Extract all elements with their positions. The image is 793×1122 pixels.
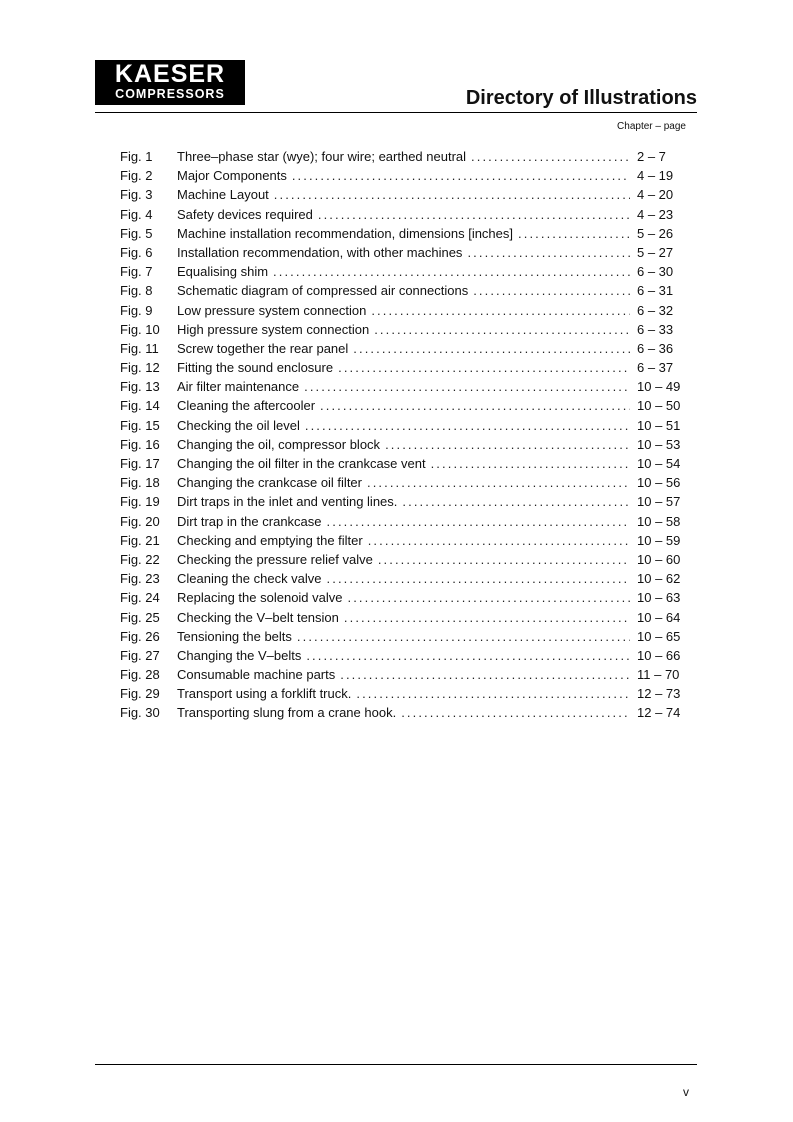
list-item[interactable]: [120, 377, 687, 396]
list-item[interactable]: [120, 703, 687, 722]
list-item[interactable]: [120, 205, 687, 224]
figure-number: Fig. 9: [120, 302, 153, 318]
dot-leader: [385, 435, 630, 454]
list-item[interactable]: [120, 262, 687, 281]
chapter-page-reference[interactable]: 10 – 56: [637, 475, 681, 491]
figure-title[interactable]: Replacing the solenoid valve: [177, 590, 343, 606]
chapter-page-reference[interactable]: 10 – 53: [637, 436, 681, 452]
figure-title[interactable]: Transporting slung from a crane hook.: [177, 705, 397, 721]
figure-number: Fig. 1: [120, 149, 153, 164]
dot-leader: [356, 684, 630, 703]
figure-title[interactable]: Checking and emptying the filter: [177, 532, 363, 548]
figure-number: Fig. 29: [120, 686, 160, 702]
list-item[interactable]: [120, 569, 687, 588]
dot-leader: [340, 665, 630, 684]
dot-leader: [473, 281, 630, 300]
list-item[interactable]: [120, 550, 687, 569]
header-divider: [95, 112, 697, 113]
dot-leader: [368, 531, 630, 550]
list-item[interactable]: [120, 665, 687, 684]
dot-leader: [305, 416, 630, 435]
figure-title[interactable]: Installation recommendation, with other machines: [177, 244, 463, 260]
dot-leader: [402, 492, 630, 511]
figure-number: Fig. 3: [120, 187, 153, 203]
figure-number: Fig. 19: [120, 494, 160, 510]
dot-leader: [304, 377, 630, 396]
figure-title[interactable]: Equalising shim: [177, 264, 269, 280]
list-item[interactable]: [120, 224, 687, 243]
list-item[interactable]: [120, 435, 687, 454]
figure-title[interactable]: Fitting the sound enclosure: [177, 360, 334, 376]
figure-title[interactable]: Changing the oil, compressor block: [177, 436, 381, 452]
chapter-page-column-header: Chapter – page: [617, 121, 686, 132]
chapter-page-reference[interactable]: 10 – 63: [637, 590, 681, 606]
figure-number: Fig. 27: [120, 647, 160, 663]
list-item[interactable]: [120, 531, 687, 550]
figure-title[interactable]: Transport using a forklift truck.: [177, 686, 352, 702]
dot-leader: [306, 646, 630, 665]
dot-leader: [297, 627, 630, 646]
figure-title[interactable]: Checking the oil level: [177, 417, 300, 433]
dot-leader: [378, 550, 630, 569]
figure-number: Fig. 26: [120, 628, 160, 644]
figure-title[interactable]: Changing the crankcase oil filter: [177, 475, 362, 491]
dot-leader: [320, 396, 630, 415]
list-item[interactable]: [120, 339, 687, 358]
list-item[interactable]: [120, 147, 687, 166]
figure-title[interactable]: Cleaning the check valve: [177, 571, 322, 587]
chapter-page-reference[interactable]: 10 – 62: [637, 571, 681, 587]
list-item[interactable]: [120, 320, 687, 339]
figure-number: Fig. 4: [120, 206, 153, 222]
footer-divider: [95, 1064, 697, 1065]
chapter-page-reference[interactable]: 6 – 37: [637, 360, 674, 376]
dot-leader: [353, 339, 630, 358]
list-item[interactable]: [120, 281, 687, 300]
dot-leader: [374, 320, 630, 339]
chapter-page-reference[interactable]: 4 – 19: [637, 168, 674, 184]
chapter-page-reference[interactable]: 10 – 54: [637, 456, 681, 471]
dot-leader: [348, 588, 631, 607]
page-number: v: [683, 1085, 689, 1099]
list-item[interactable]: [120, 243, 687, 262]
figure-title[interactable]: Screw together the rear panel: [177, 340, 349, 356]
dot-leader: [327, 512, 630, 531]
list-item[interactable]: [120, 492, 687, 511]
chapter-page-reference[interactable]: 10 – 64: [637, 609, 681, 625]
dot-leader: [344, 608, 630, 627]
chapter-page-reference[interactable]: 10 – 60: [637, 551, 681, 567]
figure-title[interactable]: Cleaning the aftercooler: [177, 398, 316, 414]
figure-title[interactable]: Dirt trap in the crankcase: [177, 513, 322, 529]
dot-leader: [327, 569, 630, 588]
figure-number: Fig. 13: [120, 379, 160, 395]
figure-title[interactable]: Three–phase star (wye); four wire; earthed neutral: [177, 149, 467, 164]
chapter-page-reference[interactable]: 6 – 30: [637, 264, 674, 280]
figure-title[interactable]: Machine installation recommendation, dimensions [inches]: [177, 225, 514, 241]
figure-title[interactable]: Air filter maintenance: [177, 379, 300, 395]
logo-wordmark: KAESER: [114, 60, 226, 88]
chapter-page-reference[interactable]: 10 – 59: [637, 532, 681, 548]
figure-number: Fig. 28: [120, 667, 160, 683]
figure-number: Fig. 25: [120, 609, 160, 625]
chapter-page-reference[interactable]: 10 – 57: [637, 494, 681, 510]
logo-subtitle: COMPRESSORS: [115, 87, 225, 101]
chapter-page-reference[interactable]: 10 – 58: [637, 513, 681, 529]
dot-leader: [273, 262, 630, 281]
list-item[interactable]: [120, 684, 687, 703]
chapter-page-reference[interactable]: 2 – 7: [637, 149, 666, 164]
list-item[interactable]: [120, 512, 687, 531]
chapter-page-reference[interactable]: 6 – 33: [637, 321, 674, 337]
page-title: Directory of Illustrations: [465, 87, 697, 109]
chapter-page-reference[interactable]: 12 – 73: [637, 686, 681, 702]
list-item[interactable]: [120, 301, 687, 320]
dot-leader: [367, 473, 630, 492]
figure-title[interactable]: Consumable machine parts: [177, 667, 336, 683]
figure-title[interactable]: Major Components: [177, 168, 287, 184]
figure-title[interactable]: Checking the V–belt tension: [177, 609, 339, 625]
list-item[interactable]: [120, 588, 687, 607]
chapter-page-reference[interactable]: 10 – 66: [637, 647, 681, 663]
figure-number: Fig. 6: [120, 244, 153, 260]
chapter-page-reference[interactable]: 11 – 70: [637, 667, 680, 683]
chapter-page-reference[interactable]: 10 – 49: [637, 379, 681, 395]
figure-number: Fig. 18: [120, 475, 160, 491]
figure-title[interactable]: Machine Layout: [177, 187, 269, 203]
figure-number: Fig. 15: [120, 417, 160, 433]
figure-title[interactable]: High pressure system connection: [177, 321, 370, 337]
figure-title[interactable]: Dirt traps in the inlet and venting lines.: [177, 494, 398, 510]
dot-leader: [431, 454, 630, 473]
illustrations-list: [120, 147, 687, 723]
chapter-page-reference[interactable]: 5 – 26: [637, 225, 674, 241]
chapter-page-reference[interactable]: 4 – 23: [637, 206, 674, 222]
chapter-page-reference[interactable]: 6 – 31: [637, 283, 674, 299]
figure-number: Fig. 7: [120, 264, 153, 280]
figure-number: Fig. 16: [120, 436, 160, 452]
figure-number: Fig. 2: [120, 168, 153, 184]
figure-number: Fig. 10: [120, 321, 160, 337]
figure-number: Fig. 23: [120, 571, 160, 587]
chapter-page-reference[interactable]: 5 – 27: [637, 244, 674, 260]
chapter-page-reference[interactable]: 4 – 20: [637, 187, 674, 203]
figure-number: Fig. 5: [120, 225, 153, 241]
figure-number: Fig. 21: [120, 532, 160, 548]
figure-title[interactable]: Changing the V–belts: [177, 647, 302, 663]
figure-title[interactable]: Low pressure system connection: [177, 302, 367, 318]
list-item[interactable]: [120, 358, 687, 377]
figure-number: Fig. 11: [120, 340, 159, 356]
list-item[interactable]: [120, 473, 687, 492]
figure-number: Fig. 20: [120, 513, 160, 529]
dot-leader: [318, 205, 630, 224]
figure-title[interactable]: Tensioning the belts: [177, 628, 292, 644]
list-item[interactable]: [120, 646, 687, 665]
figure-number: Fig. 14: [120, 398, 160, 414]
dot-leader: [338, 358, 630, 377]
chapter-page-reference[interactable]: 6 – 32: [637, 302, 674, 318]
chapter-page-reference[interactable]: 10 – 65: [637, 628, 681, 644]
list-item[interactable]: [120, 166, 687, 185]
dot-leader: [292, 166, 630, 185]
chapter-page-reference[interactable]: 6 – 36: [637, 340, 674, 356]
figure-number: Fig. 22: [120, 551, 160, 567]
dot-leader: [471, 147, 630, 166]
figure-number: Fig. 30: [120, 705, 160, 721]
dot-leader: [371, 301, 630, 320]
chapter-page-reference[interactable]: 10 – 51: [637, 417, 681, 433]
dot-leader: [274, 185, 630, 204]
figure-number: Fig. 24: [120, 590, 160, 606]
list-item[interactable]: [120, 627, 687, 646]
dot-leader: [401, 703, 630, 722]
list-item[interactable]: [120, 608, 687, 627]
list-item[interactable]: [120, 396, 687, 415]
dot-leader: [467, 243, 630, 262]
figure-title[interactable]: Checking the pressure relief valve: [177, 551, 373, 567]
list-item[interactable]: [120, 416, 687, 435]
figure-title[interactable]: Schematic diagram of compressed air connections: [177, 283, 469, 299]
figure-title[interactable]: Changing the oil filter in the crankcase vent: [177, 456, 426, 471]
kaeser-logo: [95, 60, 245, 105]
figure-number: Fig. 17: [120, 456, 160, 471]
chapter-page-reference[interactable]: 10 – 50: [637, 398, 681, 414]
dot-leader: [518, 224, 630, 243]
figure-number: Fig. 8: [120, 283, 153, 299]
figure-number: Fig. 12: [120, 360, 160, 376]
list-item[interactable]: [120, 185, 687, 204]
list-item[interactable]: [120, 454, 687, 473]
chapter-page-reference[interactable]: 12 – 74: [637, 705, 681, 721]
figure-title[interactable]: Safety devices required: [177, 206, 313, 222]
